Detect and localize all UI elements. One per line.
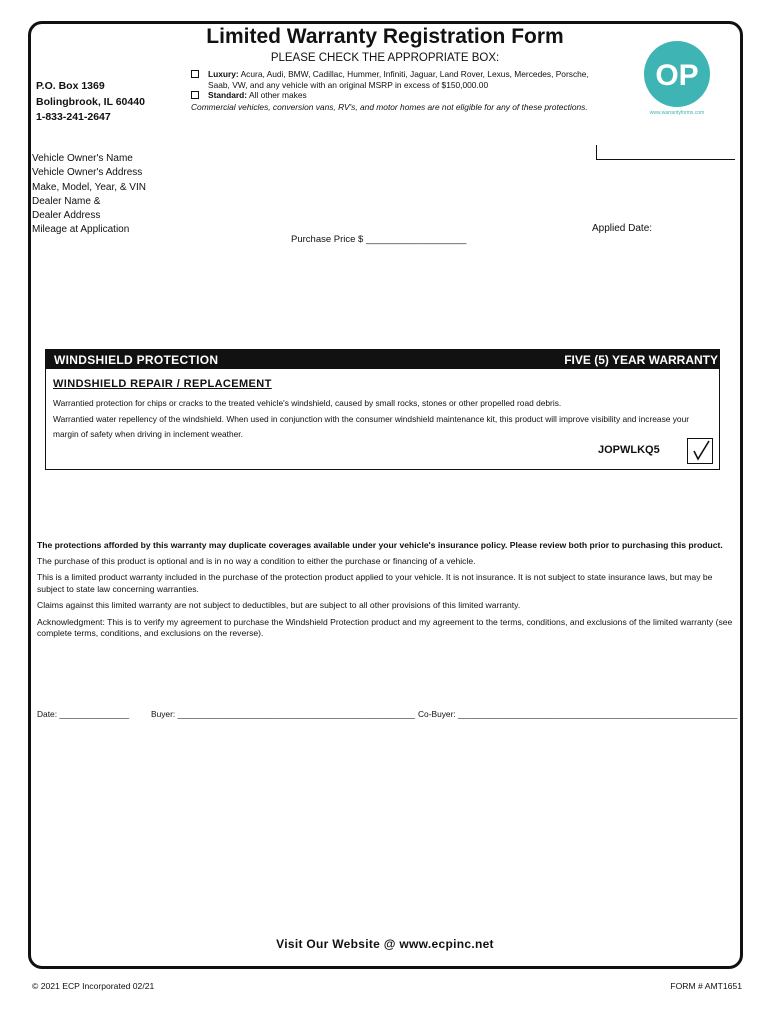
op-logo-icon <box>644 41 710 107</box>
po-box: P.O. Box 1369 <box>36 80 105 92</box>
warranty-term: FIVE (5) YEAR WARRANTY <box>564 353 718 367</box>
applied-date-label: Applied Date: <box>592 223 653 234</box>
copyright: © 2021 ECP Incorporated 02/21 <box>32 981 155 991</box>
owner-address-label: Vehicle Owner's Address <box>32 167 143 179</box>
eligibility-note: Commercial vehicles, conversion vans, RV's, and motor homes are not eligible for any of these protections. <box>191 101 588 112</box>
protection-type: WINDSHIELD PROTECTION <box>54 353 219 367</box>
protection-heading: WINDSHIELD REPAIR / REPLACEMENT <box>53 378 272 390</box>
standard-label: Standard: <box>208 90 248 100</box>
claims-disclosure: Claims against this limited warranty are not subject to deductibles, but are subject to all other provisions of this limited warranty. <box>37 600 521 610</box>
protection-line-2: Warrantied water repellency of the windshield. When used in conjunction with the consumer windshield maintenance kit, this product will improve visibility and increase your margin of safety when driving in inclement weather. <box>53 413 690 439</box>
cobuyer-signature-field[interactable]: Co-Buyer: ____________________________________________________________ <box>418 709 738 719</box>
dealer-address-label: Dealer Address <box>32 210 101 222</box>
standard-checkbox[interactable] <box>191 91 199 99</box>
phone-number: 1-833-241-2647 <box>36 111 111 123</box>
not-insurance-disclosure: This is a limited product warranty included in the purchase of the protection product applied to your vehicle. It is not insurance. It is not subject to state insurance laws, but may be subject to state law concerning warranties. <box>37 572 713 594</box>
dealer-name-label: Dealer Name & <box>32 195 101 207</box>
luxury-option[interactable] <box>191 69 591 90</box>
protection-description <box>53 396 693 443</box>
logo-url: www.warrantyforms.com <box>649 110 705 116</box>
standard-option[interactable] <box>191 90 591 101</box>
product-code: JOPWLKQ5 <box>598 444 660 456</box>
mileage-label: Mileage at Application <box>32 224 130 236</box>
form-title: Limited Warranty Registration Form <box>206 25 564 48</box>
check-box-instruction: PLEASE CHECK THE APPROPRIATE BOX: <box>270 52 500 64</box>
buyer-signature-field[interactable]: Buyer: ___________________________________________________ <box>151 709 416 719</box>
optional-purchase-disclosure: The purchase of this product is optional and is in no way a condition to either the purchase or financing of a vehicle. <box>37 555 476 566</box>
insurance-disclosure: The protections afforded by this warranty may duplicate coverages available under your vehicle's insurance policy. Please review both prior to purchasing this product. <box>37 540 723 550</box>
vehicle-class-options <box>191 69 591 112</box>
company-address <box>36 79 145 126</box>
date-signature-field[interactable]: Date: _______________ <box>37 709 130 719</box>
luxury-label: Luxury: <box>208 69 239 79</box>
legal-disclosures <box>37 540 737 645</box>
website-link[interactable]: Visit Our Website @ www.ecpinc.net <box>276 937 494 951</box>
owner-name-label: Vehicle Owner's Name <box>32 153 133 164</box>
protection-header-bar <box>45 349 720 369</box>
logo-text: OP <box>655 59 699 92</box>
vehicle-info-label: Make, Model, Year, & VIN <box>32 181 146 193</box>
luxury-checkbox[interactable] <box>191 70 199 78</box>
registration-fields <box>32 152 146 238</box>
top-right-entry-line[interactable] <box>596 145 735 160</box>
acknowledgment: Acknowledgment: This is to verify my agreement to purchase the Windshield Protection product and my agreement to the terms, conditions, and exclusions of the limited warranty (see complete terms, conditions, and exclusions on the reverse). <box>37 616 733 638</box>
standard-description: All other makes <box>248 90 307 100</box>
form-number: FORM # AMT1651 <box>670 981 742 991</box>
checked-box-icon[interactable] <box>687 438 713 464</box>
city-state-zip: Bolingbrook, IL 60440 <box>36 95 145 108</box>
protection-line-1: Warrantied protection for chips or cracks to the treated vehicle's windshield, caused by small rocks, stones or other propelled road debris. <box>53 398 562 408</box>
purchase-price-field[interactable]: Purchase Price $ ___________________ <box>291 234 467 245</box>
luxury-description: Acura, Audi, BMW, Cadillac, Hummer, Infiniti, Jaguar, Land Rover, Lexus, Mercedes, Porsche, Saab, VW, and any vehicle with an original MSRP in excess of $150,000.00 <box>208 69 589 90</box>
